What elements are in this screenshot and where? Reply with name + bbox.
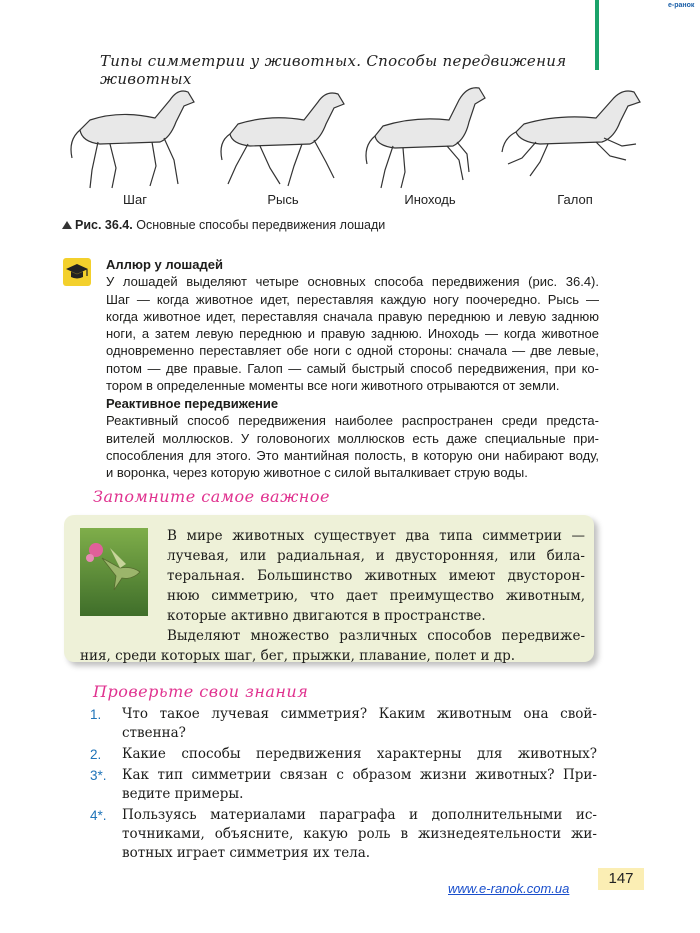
page-number: 147 bbox=[598, 868, 644, 890]
question-line: ведите примеры. bbox=[122, 786, 244, 802]
question-number: 1. bbox=[90, 707, 102, 722]
memo-line: лучевая, или радиальная, и двусторонняя, или била- bbox=[167, 548, 585, 564]
question-item bbox=[90, 806, 597, 863]
text-line: ноги, а затем левую переднюю и правую заднюю. Иноходь — когда животное bbox=[106, 326, 599, 342]
gait-label-gallop: Галоп bbox=[557, 192, 593, 207]
memo-line: которые активно двигаются в пространстве. bbox=[167, 608, 486, 624]
caption-text: Основные способы передвижения лошади bbox=[136, 218, 386, 232]
question-item bbox=[90, 766, 597, 804]
memo-line: нюю симметрию, что дает преимущество животным, bbox=[167, 588, 585, 604]
horse-trot-illustration bbox=[208, 80, 358, 200]
gait-section bbox=[106, 256, 599, 394]
memo-text bbox=[80, 526, 585, 666]
question-line: точниками, объясните, какую роль в жизнедеятельности жи- bbox=[122, 826, 597, 842]
text-line: потом — две правые. Галоп — самый быстрый способ передвижения, при ко- bbox=[106, 360, 599, 376]
jet-section bbox=[106, 395, 599, 481]
jet-section-title: Реактивное передвижение bbox=[106, 396, 279, 411]
gait-section-title: Аллюр у лошадей bbox=[106, 257, 223, 272]
horse-walk-illustration bbox=[60, 80, 210, 200]
text-line: способления для этого. Это мантийная полость, в которую они набирают воду, bbox=[106, 447, 599, 463]
questions-list bbox=[90, 705, 597, 865]
text-line: Шаг — когда животное идет, переставляя каждую ногу поочередно. Рысь — bbox=[106, 291, 599, 307]
gait-label-pace: Иноходь bbox=[404, 192, 456, 207]
triangle-marker-icon bbox=[62, 221, 72, 229]
memo-line: Выделяют множество различных способов передвиже- bbox=[167, 628, 585, 644]
text-line: У лошадей выделяют четыре основных способа передвижения (рис. 36.4). bbox=[106, 274, 599, 290]
text-line: Реактивный способ передвижения наиболее распространен среди предста- bbox=[106, 413, 599, 429]
text-line: вителей моллюсков. У головоногих моллюсков есть даже специальные при- bbox=[106, 430, 599, 446]
horse-pace-illustration bbox=[355, 80, 505, 200]
caption-number: Рис. 36.4. bbox=[75, 218, 133, 232]
running-title: Типы симметрии у животных. Способы передвижения животных bbox=[100, 52, 567, 88]
text-line: тором в определенные моменты все ноги животного отрываются от земли. bbox=[106, 378, 560, 394]
text-line: и воронка, через которую животное с силой выталкивает струю воды. bbox=[106, 465, 528, 481]
question-line: ственна? bbox=[122, 725, 186, 741]
green-margin-bar bbox=[595, 0, 599, 70]
question-item bbox=[90, 705, 597, 743]
figure-caption bbox=[62, 218, 385, 232]
text-line: когда животное идет, переставляя сначала правую переднюю и левую заднюю bbox=[106, 308, 599, 324]
memo-line: ния, среди которых шаг, бег, прыжки, плавание, полет и др. bbox=[80, 648, 516, 664]
memo-heading: Запомните самое важное bbox=[93, 487, 330, 506]
website-link[interactable]: www.e-ranok.com.ua bbox=[448, 881, 570, 896]
question-line: вотных играет симметрия их тела. bbox=[122, 845, 371, 861]
question-number: 2. bbox=[90, 747, 102, 762]
horse-gallop-illustration bbox=[500, 80, 650, 200]
gait-section-body bbox=[106, 273, 599, 394]
memo-line: теральная. Большинство животных имеют двусторон- bbox=[167, 568, 585, 584]
memo-line: В мире животных существует два типа симметрии — bbox=[167, 528, 585, 544]
question-line: Пользуясь материалами параграфа и дополнительными ис- bbox=[122, 807, 597, 823]
horse-gaits-figure bbox=[60, 80, 650, 210]
question-number: 3*. bbox=[90, 768, 107, 783]
jet-section-body bbox=[106, 412, 599, 481]
question-number: 4*. bbox=[90, 808, 107, 823]
question-line: Что такое лучевая симметрия? Каким животным она свой- bbox=[122, 706, 597, 722]
gait-label-walk: Шаг bbox=[123, 192, 147, 207]
text-line: одновременно переставляет обе ноги с одной стороны: сначала — две левые, bbox=[106, 343, 599, 359]
question-line: Какие способы передвижения характерны для животных? bbox=[122, 746, 597, 762]
question-line: Как тип симметрии связан с образом жизни животных? При- bbox=[122, 767, 597, 783]
gait-label-trot: Рысь bbox=[267, 192, 299, 207]
question-item bbox=[90, 745, 597, 764]
publisher-logo[interactable]: e-ранок bbox=[668, 2, 695, 9]
graduation-cap-icon bbox=[63, 258, 91, 286]
questions-heading: Проверьте свои знания bbox=[93, 682, 309, 701]
